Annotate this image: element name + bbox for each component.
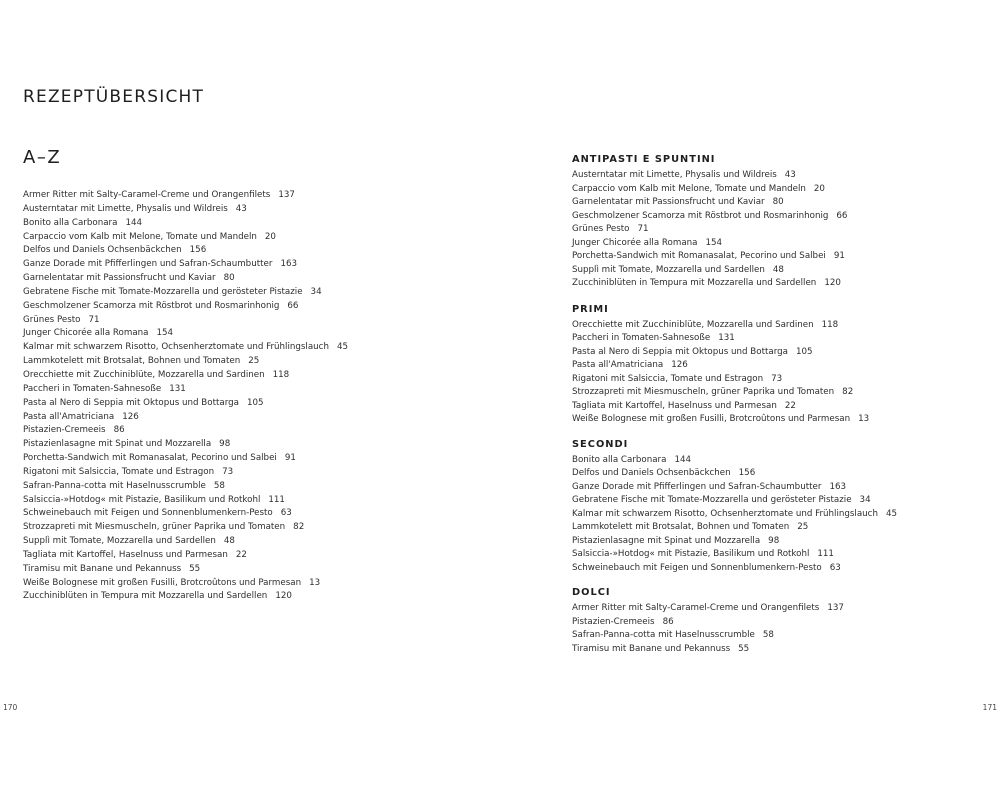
section-list xyxy=(572,454,992,576)
recipe-page-number: 126 xyxy=(122,411,139,422)
recipe-entry xyxy=(23,494,348,508)
recipe-entry xyxy=(572,332,992,346)
recipe-entry xyxy=(572,508,992,522)
recipe-title: Gebratene Fische mit Tomate-Mozzarella und gerösteter Pistazie xyxy=(23,286,303,297)
recipe-entry xyxy=(572,386,992,400)
recipe-title: Pasta all'Amatriciana xyxy=(23,411,115,422)
recipe-page-number: 105 xyxy=(795,346,813,357)
recipe-title: Zucchiniblüten in Tempura mit Mozzarella und Sardellen xyxy=(23,591,268,602)
recipe-title: Lammkotelett mit Brotsalat, Bohnen und Tomaten xyxy=(23,356,241,367)
recipe-page-number: 82 xyxy=(293,522,305,533)
recipe-entry xyxy=(572,467,992,481)
recipe-entry xyxy=(23,189,348,203)
recipe-title: Tagliata mit Kartoffel, Haselnuss und Parmesan xyxy=(23,549,228,560)
page-title: REZEPTÜBERSICHT xyxy=(23,87,205,107)
recipe-page-number: 118 xyxy=(272,369,290,380)
recipe-title: Ganze Dorade mit Pfifferlingen und Safran-Schaumbutter xyxy=(572,481,822,492)
recipe-title: Paccheri in Tomaten-Sahnesoße xyxy=(23,383,162,394)
recipe-entry xyxy=(23,397,348,411)
recipe-page-number: 25 xyxy=(797,522,809,532)
recipe-title: Pasta all'Amatriciana xyxy=(572,360,664,370)
page-number-right: 171 xyxy=(982,703,997,712)
recipe-page-number: 55 xyxy=(189,563,201,574)
recipe-entry xyxy=(572,346,992,360)
recipe-entry xyxy=(23,286,348,300)
recipe-entry xyxy=(23,383,348,397)
recipe-page-number: 55 xyxy=(738,643,750,654)
recipe-title: Grünes Pesto xyxy=(23,314,81,325)
recipe-entry xyxy=(23,327,348,341)
recipe-page-number: 91 xyxy=(833,251,845,261)
recipe-entry xyxy=(23,341,348,355)
recipe-entry xyxy=(572,494,992,508)
recipe-entry xyxy=(23,258,348,272)
recipe-entry xyxy=(23,590,348,604)
recipe-page-number: 131 xyxy=(169,383,186,394)
recipe-title: Salsiccia-»Hotdog« mit Pistazie, Basilikum und Rotkohl xyxy=(572,549,810,559)
recipe-entry xyxy=(572,373,992,387)
section-list xyxy=(572,319,992,427)
recipe-title: Supplì mit Tomate, Mozzarella und Sardellen xyxy=(572,264,765,275)
recipe-page-number: 105 xyxy=(246,397,264,408)
recipe-title: Geschmolzener Scamorza mit Röstbrot und Rosmarinhonig xyxy=(572,210,829,221)
recipe-title: Safran-Panna-cotta mit Haselnusscrumble xyxy=(23,480,206,491)
recipe-title: Ganze Dorade mit Pfifferlingen und Safran-Schaumbutter xyxy=(23,259,273,270)
recipe-title: Pasta al Nero di Seppia mit Oktopus und Bottarga xyxy=(572,346,788,357)
recipe-title: Armer Ritter mit Salty-Caramel-Creme und Orangenfilets xyxy=(572,603,820,613)
recipe-entry xyxy=(572,616,992,630)
section-secondi xyxy=(572,438,992,576)
section-heading: SECONDI xyxy=(572,438,629,450)
recipe-entry xyxy=(23,535,348,549)
recipe-page-number: 48 xyxy=(223,536,235,547)
recipe-page-number: 156 xyxy=(189,245,207,256)
recipe-entry xyxy=(23,411,348,425)
recipe-title: Pistazienlasagne mit Spinat und Mozzarella xyxy=(23,439,212,450)
recipe-page-number: 58 xyxy=(762,630,774,640)
section-primi xyxy=(572,303,992,427)
recipe-entry xyxy=(23,355,348,369)
recipe-title: Schweinebauch mit Feigen und Sonnenblumenkern-Pesto xyxy=(572,562,822,573)
recipe-title: Geschmolzener Scamorza mit Röstbrot und Rosmarinhonig xyxy=(23,300,280,311)
recipe-entry xyxy=(23,452,348,466)
recipe-entry xyxy=(572,548,992,562)
recipe-entry xyxy=(23,369,348,383)
recipe-entry xyxy=(23,272,348,286)
recipe-entry xyxy=(23,521,348,535)
recipe-title: Junger Chicorée alla Romana xyxy=(572,237,698,248)
recipe-title: Armer Ritter mit Salty-Caramel-Creme und Orangenfilets xyxy=(23,190,271,200)
recipe-page-number: 20 xyxy=(813,183,825,194)
recipe-title: Bonito alla Carbonara xyxy=(572,454,667,465)
recipe-page-number: 71 xyxy=(637,224,649,234)
recipe-entry xyxy=(23,480,348,494)
recipe-entry xyxy=(572,169,992,183)
recipe-page-number: 86 xyxy=(662,616,674,627)
recipe-title: Austerntatar mit Limette, Physalis und Wildreis xyxy=(23,203,228,214)
recipe-title: Weiße Bolognese mit großen Fusilli, Brotcroûtons und Parmesan xyxy=(23,577,302,588)
recipe-page-number: 66 xyxy=(287,300,299,311)
recipe-page-number: 43 xyxy=(235,203,247,214)
recipe-entry xyxy=(572,413,992,427)
section-list xyxy=(572,602,992,656)
recipe-entry xyxy=(572,454,992,468)
recipe-page-number: 86 xyxy=(113,425,125,436)
recipe-page-number: 48 xyxy=(772,264,784,275)
recipe-title: Pistazien-Cremeeis xyxy=(572,616,655,627)
recipe-title: Garnelentatar mit Passionsfrucht und Kaviar xyxy=(23,273,216,284)
recipe-title: Strozzapreti mit Miesmuscheln, grüner Paprika und Tomaten xyxy=(572,387,835,397)
recipe-entry xyxy=(23,424,348,438)
section-heading: ANTIPASTI E SPUNTINI xyxy=(572,154,716,165)
section-list xyxy=(572,169,992,291)
recipe-entry xyxy=(572,359,992,373)
recipe-title: Orecchiette mit Zucchiniblüte, Mozzarella und Sardinen xyxy=(23,369,265,380)
recipe-page-number: 118 xyxy=(821,319,839,330)
recipe-page-number: 98 xyxy=(768,535,780,546)
recipe-title: Garnelentatar mit Passionsfrucht und Kaviar xyxy=(572,197,765,207)
recipe-page-number: 73 xyxy=(222,466,234,477)
recipe-entry xyxy=(23,314,348,328)
recipe-title: Porchetta-Sandwich mit Romanasalat, Pecorino und Salbei xyxy=(572,251,826,261)
recipe-title: Tiramisu mit Banane und Pekannuss xyxy=(23,563,182,574)
recipe-title: Schweinebauch mit Feigen und Sonnenblumenkern-Pesto xyxy=(23,508,273,519)
recipe-entry xyxy=(23,466,348,480)
recipe-entry xyxy=(572,223,992,237)
recipe-page-number: 71 xyxy=(88,314,100,325)
recipe-page-number: 126 xyxy=(671,360,688,370)
section-heading: DOLCI xyxy=(572,587,611,598)
recipe-entry xyxy=(23,563,348,577)
recipe-page-number: 137 xyxy=(278,190,295,200)
recipe-entry xyxy=(23,577,348,591)
recipe-page-number: 34 xyxy=(859,495,871,505)
recipe-title: Junger Chicorée alla Romana xyxy=(23,328,149,339)
recipe-title: Kalmar mit schwarzem Risotto, Ochsenherztomate und Frühlingslauch xyxy=(572,508,878,519)
az-heading: A–Z xyxy=(23,147,62,168)
section-dolci xyxy=(572,586,992,656)
recipe-title: Orecchiette mit Zucchiniblüte, Mozzarella und Sardinen xyxy=(572,319,814,330)
recipe-page-number: 73 xyxy=(771,373,783,384)
category-index xyxy=(572,153,992,656)
recipe-entry xyxy=(572,237,992,251)
recipe-title: Lammkotelett mit Brotsalat, Bohnen und Tomaten xyxy=(572,522,790,532)
recipe-title: Tagliata mit Kartoffel, Haselnuss und Parmesan xyxy=(572,400,777,411)
recipe-entry xyxy=(572,264,992,278)
recipe-entry xyxy=(572,602,992,616)
recipe-page-number: 13 xyxy=(309,577,321,588)
recipe-title: Delfos und Daniels Ochsenbäckchen xyxy=(572,468,731,478)
recipe-page-number: 154 xyxy=(156,328,174,339)
recipe-page-number: 58 xyxy=(213,480,225,491)
recipe-page-number: 43 xyxy=(784,170,796,180)
recipe-page-number: 91 xyxy=(284,453,296,464)
recipe-page-number: 120 xyxy=(275,591,292,602)
recipe-page-number: 98 xyxy=(219,439,231,450)
recipe-page-number: 66 xyxy=(836,210,848,221)
recipe-page-number: 144 xyxy=(674,454,692,465)
recipe-page-number: 137 xyxy=(827,603,844,613)
recipe-page-number: 144 xyxy=(125,217,143,228)
recipe-page-number: 111 xyxy=(817,549,834,559)
recipe-page-number: 80 xyxy=(223,273,235,284)
recipe-page-number: 163 xyxy=(829,481,847,492)
recipe-entry xyxy=(23,244,348,258)
recipe-title: Tiramisu mit Banane und Pekannuss xyxy=(572,643,731,654)
recipe-title: Strozzapreti mit Miesmuscheln, grüner Paprika und Tomaten xyxy=(23,522,286,533)
recipe-title: Bonito alla Carbonara xyxy=(23,217,118,228)
recipe-entry xyxy=(572,210,992,224)
recipe-title: Austerntatar mit Limette, Physalis und Wildreis xyxy=(572,170,777,180)
recipe-title: Supplì mit Tomate, Mozzarella und Sardellen xyxy=(23,536,216,547)
recipe-entry xyxy=(572,183,992,197)
recipe-entry xyxy=(572,196,992,210)
recipe-page-number: 111 xyxy=(268,494,285,505)
recipe-title: Grünes Pesto xyxy=(572,224,630,234)
recipe-page-number: 25 xyxy=(248,356,260,367)
recipe-entry xyxy=(23,549,348,563)
recipe-page-number: 156 xyxy=(738,468,756,478)
recipe-title: Zucchiniblüten in Tempura mit Mozzarella und Sardellen xyxy=(572,278,817,288)
recipe-title: Pasta al Nero di Seppia mit Oktopus und Bottarga xyxy=(23,397,239,408)
recipe-title: Rigatoni mit Salsiccia, Tomate und Estragon xyxy=(23,466,215,477)
recipe-entry xyxy=(572,277,992,291)
recipe-page-number: 22 xyxy=(235,549,247,560)
recipe-entry xyxy=(572,643,992,657)
recipe-title: Salsiccia-»Hotdog« mit Pistazie, Basilikum und Rotkohl xyxy=(23,494,261,505)
recipe-entry xyxy=(23,203,348,217)
recipe-entry xyxy=(572,535,992,549)
section-antipasti xyxy=(572,153,992,291)
recipe-page-number: 82 xyxy=(842,387,854,397)
recipe-title: Pistazienlasagne mit Spinat und Mozzarella xyxy=(572,535,761,546)
recipe-page-number: 63 xyxy=(280,508,292,519)
recipe-entry xyxy=(23,300,348,314)
recipe-title: Carpaccio vom Kalb mit Melone, Tomate und Mandeln xyxy=(572,183,806,194)
recipe-page-number: 45 xyxy=(885,508,898,519)
recipe-entry xyxy=(23,438,348,452)
recipe-title: Porchetta-Sandwich mit Romanasalat, Pecorino und Salbei xyxy=(23,453,277,464)
recipe-page-number: 34 xyxy=(310,286,322,297)
page-number-left: 170 xyxy=(3,703,18,712)
recipe-page-number: 22 xyxy=(784,400,796,411)
section-heading: PRIMI xyxy=(572,303,609,315)
recipe-title: Gebratene Fische mit Tomate-Mozzarella und gerösteter Pistazie xyxy=(572,495,852,505)
recipe-entry xyxy=(572,629,992,643)
recipe-title: Delfos und Daniels Ochsenbäckchen xyxy=(23,245,182,256)
recipe-page-number: 63 xyxy=(829,562,841,573)
recipe-page-number: 80 xyxy=(772,197,784,207)
recipe-entry xyxy=(572,521,992,535)
recipe-page-number: 45 xyxy=(336,342,349,353)
az-index-list xyxy=(23,189,348,604)
recipe-entry xyxy=(23,231,348,245)
recipe-entry xyxy=(572,400,992,414)
recipe-page-number: 120 xyxy=(824,278,841,288)
recipe-page-number: 163 xyxy=(280,259,298,270)
recipe-entry xyxy=(572,250,992,264)
recipe-entry xyxy=(23,507,348,521)
recipe-title: Pistazien-Cremeeis xyxy=(23,425,106,436)
recipe-page-number: 154 xyxy=(705,237,723,248)
recipe-title: Kalmar mit schwarzem Risotto, Ochsenherztomate und Frühlingslauch xyxy=(23,342,329,353)
recipe-entry xyxy=(23,217,348,231)
recipe-title: Paccheri in Tomaten-Sahnesoße xyxy=(572,333,711,343)
recipe-entry xyxy=(572,481,992,495)
recipe-entry xyxy=(572,562,992,576)
recipe-title: Safran-Panna-cotta mit Haselnusscrumble xyxy=(572,630,755,640)
recipe-page-number: 13 xyxy=(858,414,870,424)
recipe-title: Carpaccio vom Kalb mit Melone, Tomate und Mandeln xyxy=(23,231,257,242)
recipe-entry xyxy=(572,319,992,333)
recipe-title: Rigatoni mit Salsiccia, Tomate und Estragon xyxy=(572,373,764,384)
recipe-page-number: 20 xyxy=(264,231,276,242)
recipe-title: Weiße Bolognese mit großen Fusilli, Brotcroûtons und Parmesan xyxy=(572,414,851,424)
recipe-page-number: 131 xyxy=(718,333,735,343)
